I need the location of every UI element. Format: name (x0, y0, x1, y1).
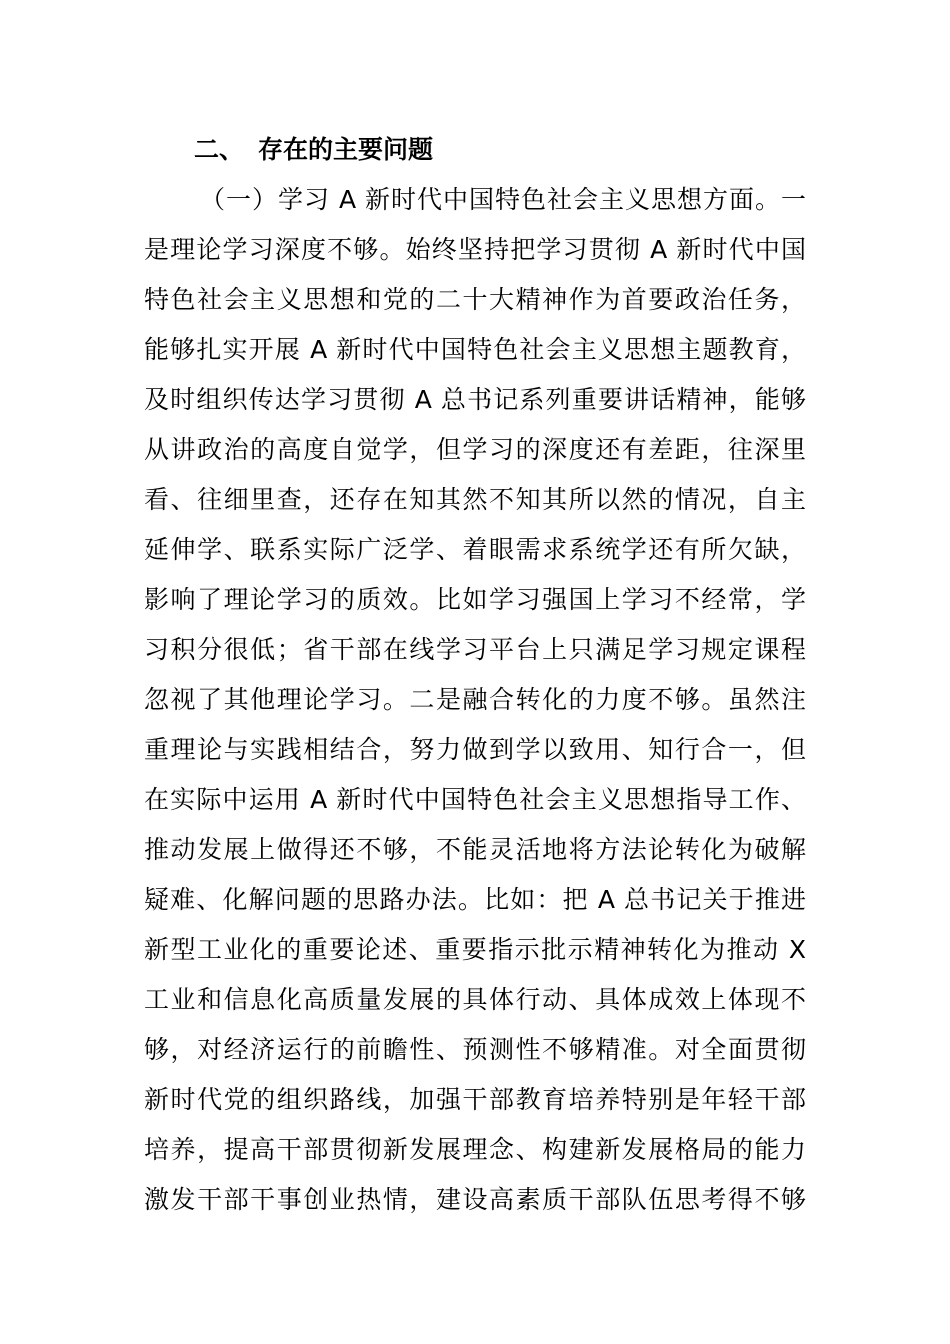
text-line: 影响了理论学习的质效。比如学习强国上学习不经常，学 (144, 585, 806, 614)
text-line: 看、往细里查，还存在知其然不知其所以然的情况，自主 (144, 485, 806, 514)
section-title: 存在的主要问题 (258, 135, 434, 164)
text-line: 够，对经济运行的前瞻性、预测性不够精准。对全面贯彻 (144, 1035, 806, 1064)
text-line: 新时代党的组织路线，加强干部教育培养特别是年轻干部 (144, 1085, 806, 1114)
text-line: 重理论与实践相结合，努力做到学以致用、知行合一，但 (144, 735, 806, 764)
text-line: 在实际中运用 A 新时代中国特色社会主义思想指导工作、 (144, 785, 806, 814)
text-line: 培养，提高干部贯彻新发展理念、构建新发展格局的能力 (144, 1135, 806, 1164)
text-line: （一）学习 A 新时代中国特色社会主义思想方面。一 (200, 185, 806, 214)
text-line: 从讲政治的高度自觉学，但学习的深度还有差距，往深里 (144, 435, 806, 464)
body-paragraph (144, 180, 806, 1230)
section-heading (194, 130, 433, 170)
text-line: 能够扎实开展 A 新时代中国特色社会主义思想主题教育， (144, 335, 806, 364)
text-line: 新型工业化的重要论述、重要指示批示精神转化为推动 X (144, 935, 806, 964)
text-line: 疑难、化解问题的思路办法。比如：把 A 总书记关于推进 (144, 885, 806, 914)
text-line: 推动发展上做得还不够，不能灵活地将方法论转化为破解 (144, 835, 806, 864)
text-line: 忽视了其他理论学习。二是融合转化的力度不够。虽然注 (144, 685, 806, 714)
text-line: 是理论学习深度不够。始终坚持把学习贯彻 A 新时代中国 (144, 235, 806, 264)
text-line: 延伸学、联系实际广泛学、着眼需求系统学还有所欠缺， (144, 535, 806, 564)
text-line: 及时组织传达学习贯彻 A 总书记系列重要讲话精神，能够 (144, 385, 806, 414)
text-line: 激发干部干事创业热情，建设高素质干部队伍思考得不够 (144, 1185, 806, 1214)
section-number: 二、 (194, 135, 245, 164)
text-line: 工业和信息化高质量发展的具体行动、具体成效上体现不 (144, 985, 806, 1014)
text-line: 特色社会主义思想和党的二十大精神作为首要政治任务， (144, 285, 806, 314)
text-line: 习积分很低；省干部在线学习平台上只满足学习规定课程 (144, 635, 806, 664)
